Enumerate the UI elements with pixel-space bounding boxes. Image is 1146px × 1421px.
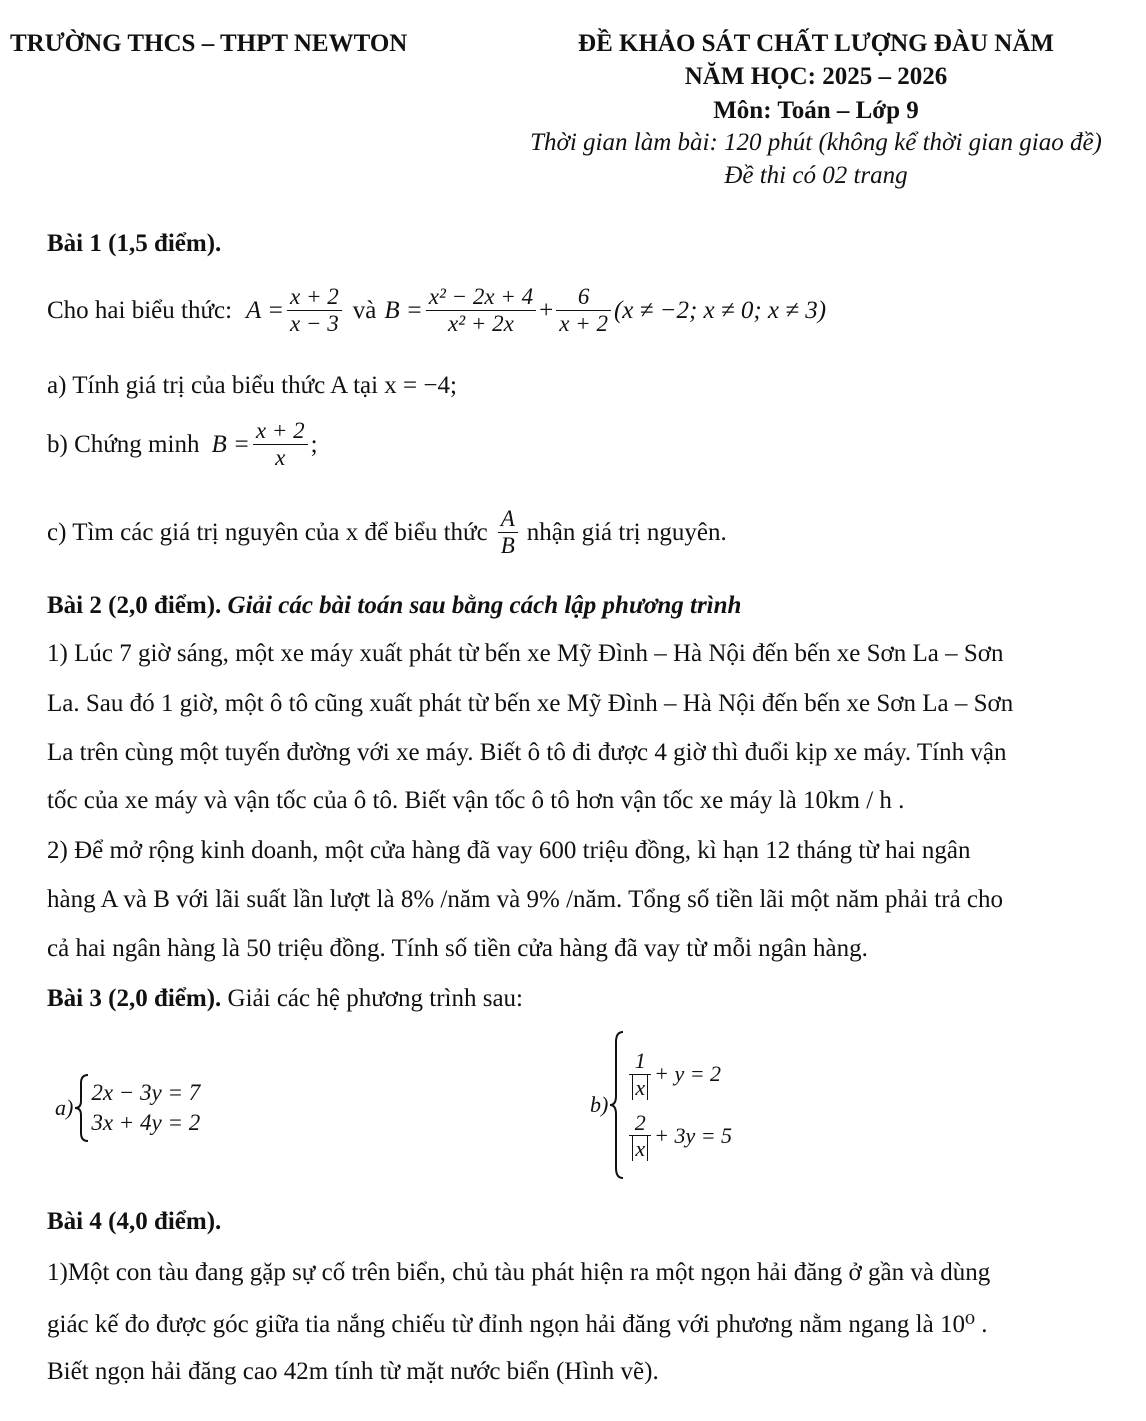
bai2-p2-line3: cả hai ngân hàng là 50 triệu đồng. Tính số tiền cửa hàng đã vay từ mỗi ngân hàng. <box>47 935 868 962</box>
bai4-line3: Biết ngọn hải đăng cao 42m tính từ mặt nước biển (Hình vẽ). <box>47 1358 659 1385</box>
part-b-lhs: B = <box>211 430 250 458</box>
bai1-part-b <box>47 418 318 472</box>
domain-conditions: (x ≠ −2; x ≠ 0; x ≠ 3) <box>613 296 827 324</box>
bai2-subtitle: Giải các bài toán sau bằng cách lập phương trình <box>227 592 742 619</box>
system-b-eq1 <box>626 1048 732 1100</box>
system-b <box>590 1030 732 1180</box>
system-b-brace <box>608 1030 626 1180</box>
bai2-heading <box>47 592 741 620</box>
bai3-title: Bài 3 (2,0 điểm). <box>47 985 222 1012</box>
system-b-eq2 <box>626 1110 732 1162</box>
plus-sign: + <box>539 296 554 324</box>
expr-A-lhs: A = <box>246 296 284 324</box>
bai1-intro: Cho hai biểu thức: <box>47 296 233 324</box>
system-a <box>55 1073 200 1143</box>
bai3-subtitle: Giải các hệ phương trình sau: <box>227 985 523 1012</box>
exam-title: ĐỀ KHẢO SÁT CHẤT LƯỢNG ĐÀU NĂM <box>578 30 1054 57</box>
bai1-part-c <box>47 506 727 560</box>
expr-B-numerator-1: x² − 2x + 4 <box>426 284 536 311</box>
time-limit: Thời gian làm bài: 120 phút (không kể thời gian giao đề) <box>530 129 1102 156</box>
bai4-title: Bài 4 (4,0 điểm). <box>47 1208 222 1235</box>
system-a-eq2: 3x + 4y = 2 <box>91 1110 201 1135</box>
system-a-label: a) <box>55 1095 74 1120</box>
bai1-title: Bài 1 (1,5 điểm). <box>47 230 222 257</box>
bai2-p2-line2: hàng A và B với lãi suất lần lượt là 8% /năm và 9% /năm. Tổng số tiền lãi một năm phải trả cho <box>47 886 1004 913</box>
system-b-rest2: + 3y = 5 <box>654 1122 733 1148</box>
bai2-p1-line4: tốc của xe máy và vận tốc của ô tô. Biết vận tốc ô tô hơn vận tốc xe máy là 10km / h . <box>47 787 905 814</box>
system-a-brace <box>73 1073 91 1143</box>
system-b-frac1 <box>629 1048 651 1100</box>
bai2-p1-line2: La. Sau đó 1 giờ, một ô tô cũng xuất phát từ bến xe Mỹ Đình – Hà Nội đến bến xe Sơn La – Sơn <box>47 690 1014 717</box>
expr-A-denominator: x − 3 <box>290 311 339 337</box>
expr-B-fraction-1 <box>426 284 536 338</box>
bai1-part-b-text: b) Chứng minh <box>47 430 200 458</box>
bai1-expressions <box>47 284 826 338</box>
system-b-num1: 1 <box>629 1048 651 1074</box>
system-b-frac2 <box>629 1110 651 1162</box>
system-b-den1: x <box>632 1075 648 1100</box>
part-b-end: ; <box>310 430 318 458</box>
and-word: và <box>352 296 377 324</box>
part-c-numerator: A <box>498 506 518 533</box>
bai4-line1: 1)Một con tàu đang gặp sự cố trên biển, chủ tàu phát hiện ra một ngọn hải đăng ở gần và dùng <box>47 1259 991 1286</box>
system-a-eq1: 2x − 3y = 7 <box>91 1080 201 1106</box>
part-c-denominator: B <box>500 533 515 559</box>
bai1-part-a: a) Tính giá trị của biểu thức A tại x = −4; <box>47 372 457 399</box>
bai2-p2-line1: 2) Để mở rộng kinh doanh, một cửa hàng đã vay 600 triệu đồng, kì hạn 12 tháng từ hai ngân <box>47 837 971 864</box>
bai2-p1-line3: La trên cùng một tuyến đường với xe máy. Biết ô tô đi được 4 giờ thì đuổi kịp xe máy. Tính vận <box>47 739 1007 766</box>
subject-line: Môn: Toán – Lớp 9 <box>713 97 919 124</box>
expr-A-fraction <box>287 284 342 338</box>
school-name: TRƯỜNG THCS – THPT NEWTON <box>10 30 408 57</box>
page-count: Đề thi có 02 trang <box>724 162 908 189</box>
system-b-rest1: + y = 2 <box>654 1061 722 1087</box>
expr-B-lhs: B = <box>384 296 423 324</box>
part-b-denominator: x <box>275 445 286 471</box>
expr-B-fraction-2 <box>556 284 611 338</box>
expr-B-denominator-1: x² + 2x <box>448 311 514 337</box>
school-year: NĂM HỌC: 2025 – 2026 <box>684 63 948 90</box>
system-b-label: b) <box>590 1092 609 1117</box>
part-b-numerator: x + 2 <box>253 418 308 445</box>
bai4-line2: giác kế đo được góc giữa tia nắng chiếu từ đỉnh ngọn hải đăng với phương nằm ngang là 10⁰ . <box>47 1311 988 1338</box>
system-b-den2: x <box>632 1136 648 1161</box>
system-b-num2: 2 <box>629 1110 651 1136</box>
expr-B-denominator-2: x + 2 <box>559 311 608 337</box>
part-c-end: nhận giá trị nguyên. <box>526 518 727 546</box>
bai1-part-c-text: c) Tìm các giá trị nguyên của x để biểu thức <box>47 518 488 546</box>
part-c-fraction <box>498 506 518 560</box>
expr-A-numerator: x + 2 <box>287 284 342 311</box>
bai2-title: Bài 2 (2,0 điểm). <box>47 592 222 619</box>
expr-B-numerator-2: 6 <box>556 284 611 311</box>
part-b-fraction <box>253 418 308 472</box>
bai2-p1-line1: 1) Lúc 7 giờ sáng, một xe máy xuất phát từ bến xe Mỹ Đình – Hà Nội đến bến xe Sơn La – Sơn <box>47 640 1004 667</box>
bai3-heading <box>47 985 523 1013</box>
